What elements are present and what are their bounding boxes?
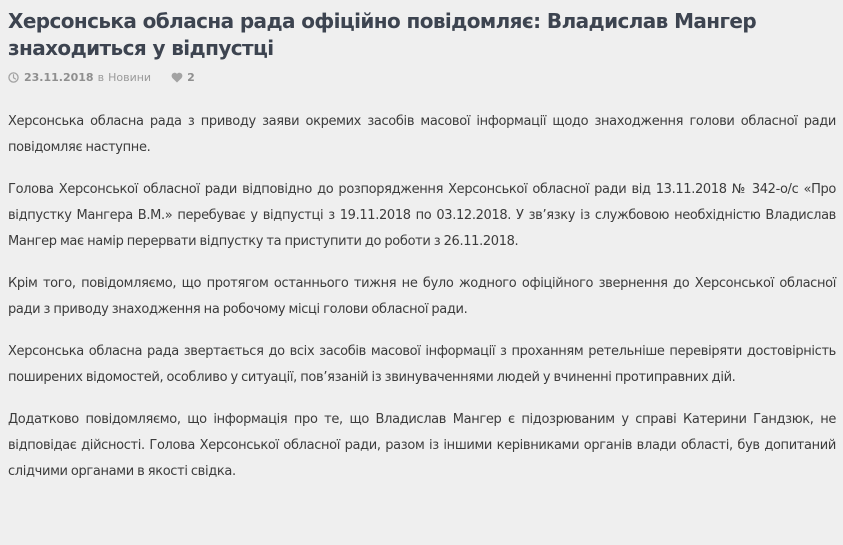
paragraph: Голова Херсонської обласної ради відповідно до розпорядження Херсонської обласної ради від 13.11.2018 № 342-о/с «Про відпустку Мангера В.М.» перебуває у відпустці з 19.11.2018 по 03.12.2018. У зв’язку із службовою необхідністю Владислав Мангер має намір перервати відпустку та приступити до роботи з 26.11.2018.: [8, 182, 836, 249]
likes-count: 2: [187, 70, 195, 84]
paragraph: Додатково повідомляємо, що інформація про те, що Владислав Мангер є підозрюваним у справі Катерини Гандзюк, не відповідає дійсності. Голова Херсонської обласної ради, разом із іншими керівниками органів влади області, був допитаний слідчими органами в якості свідка.: [8, 412, 836, 479]
clock-icon: [8, 72, 19, 83]
paragraph: Херсонська обласна рада звертається до всіх засобів масової інформації з проханням ретельніше перевіряти достовірність поширених відомостей, особливо у ситуації, пов’язаній із звинуваченнями людей у вчиненні протиправних дій.: [8, 344, 836, 385]
heart-icon: [171, 72, 187, 83]
paragraph: Крім того, повідомляємо, що протягом останнього тижня не було жодного офіційного звернення до Херсонської обласної ради з приводу знаходження на робочому місці голови обласної ради.: [8, 276, 836, 317]
article-title: Херсонська обласна рада офіційно повідомляє: Владислав Мангер знаходиться у відпустці: [8, 9, 757, 60]
paragraph: Херсонська обласна рада з приводу заяви окремих засобів масової інформації щодо знаходження голови обласної ради повідомляє наступне.: [8, 114, 836, 155]
article-body: [8, 109, 837, 485]
publish-date: 23.11.2018: [24, 70, 94, 84]
article-meta: [8, 69, 837, 85]
category-prefix: в: [97, 70, 105, 84]
category-link[interactable]: Новини: [108, 70, 152, 84]
like-button[interactable]: [171, 71, 195, 84]
